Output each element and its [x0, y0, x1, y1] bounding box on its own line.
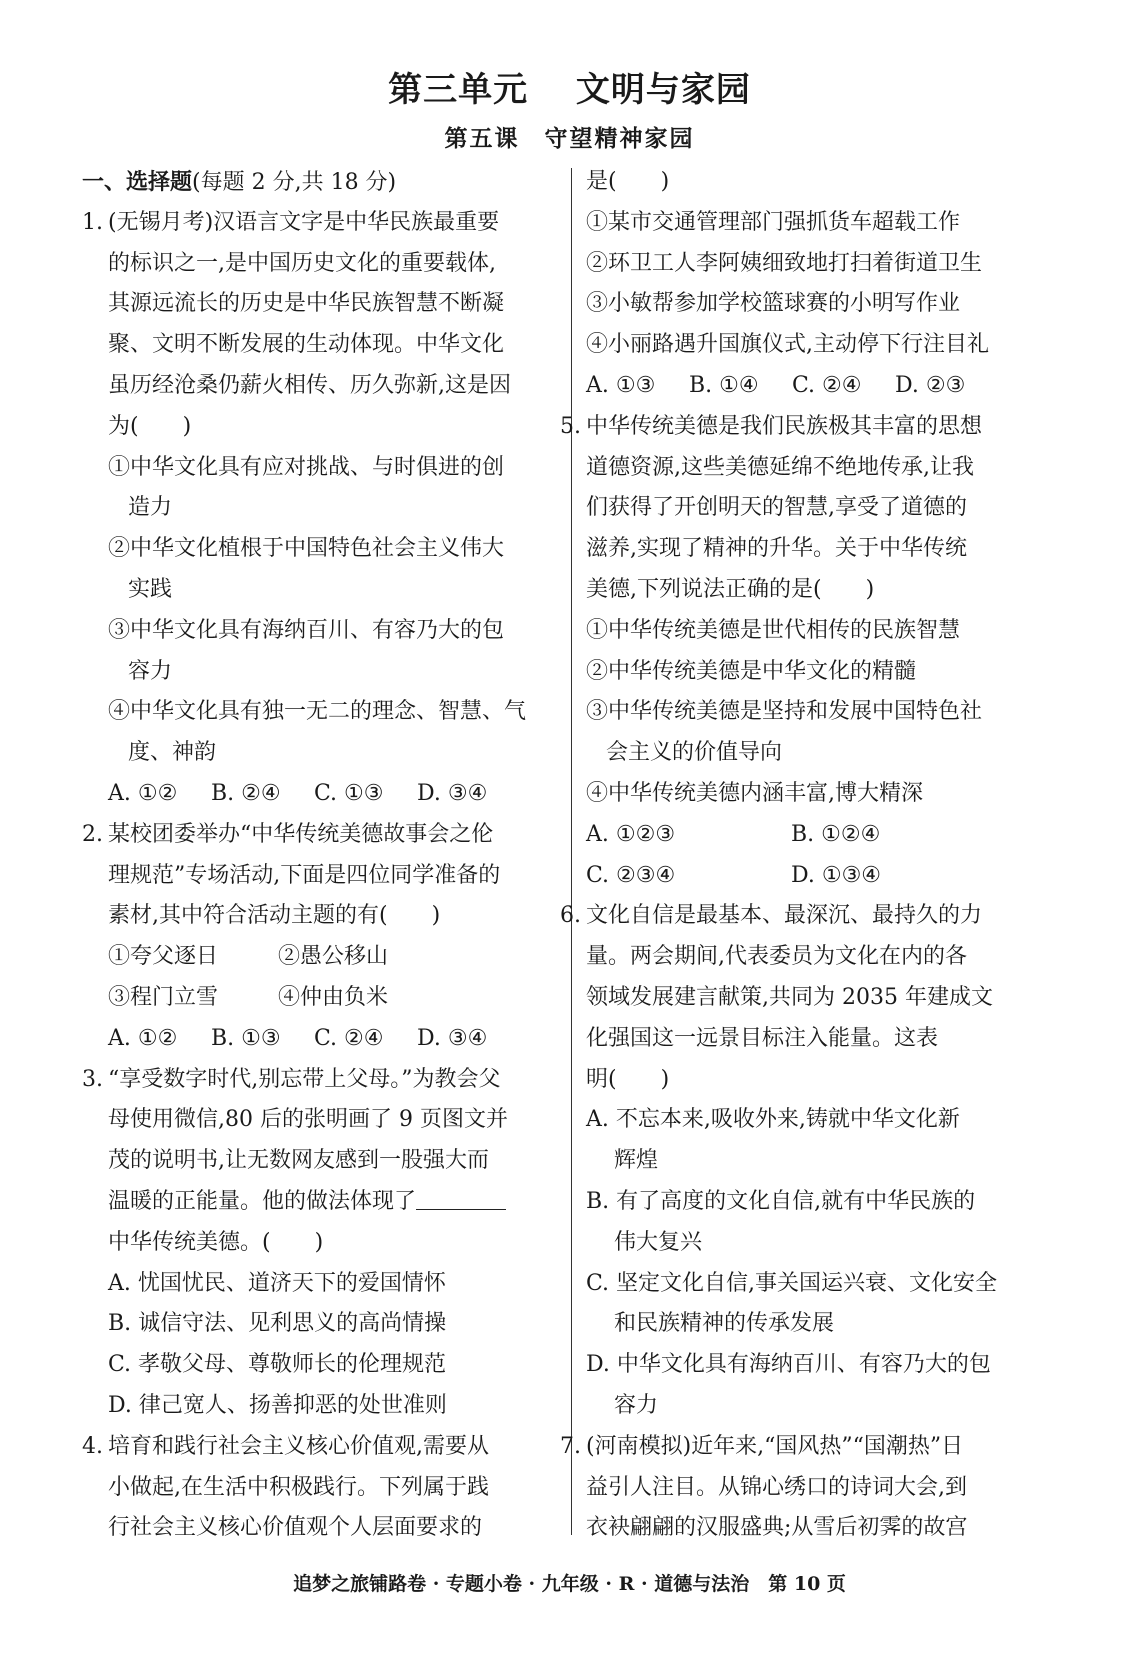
- statement-item: ①中华文化具有应对挑战、与时俱进的创: [108, 454, 505, 480]
- question-number: 4.: [82, 1433, 103, 1459]
- statement-row: [108, 937, 560, 978]
- question-stem-line: 的标识之一,是中国历史文化的重要载体,: [108, 250, 496, 276]
- question-stem-line: 文化自信是最基本、最深沉、最持久的力: [586, 903, 983, 929]
- question-2: [82, 815, 560, 1060]
- statement-item: ②中华文化植根于中国特色社会主义伟大: [108, 536, 505, 562]
- statement-item: ①某市交通管理部门强抓货车超载工作: [586, 209, 961, 235]
- question-number: 6.: [560, 903, 581, 929]
- lesson-title: 第五课 守望精神家园: [444, 125, 695, 152]
- option-a[interactable]: A. 不忘本来,吸收外来,铸就中华文化新: [586, 1107, 960, 1133]
- question-5: [560, 407, 1066, 897]
- question-3: [82, 1060, 560, 1427]
- statement-item-cont: 实践: [128, 576, 173, 602]
- statement-item: ②中华传统美德是中华文化的精髓: [586, 658, 917, 684]
- statement-item: ②愚公移山: [278, 944, 389, 970]
- unit-title: 第三单元 文明与家园: [388, 70, 751, 110]
- statement-item: ④小丽路遇升国旗仪式,主动停下行注目礼: [586, 332, 989, 358]
- question-stem-line: 美德,下列说法正确的是( ): [586, 576, 875, 602]
- question-stem-line: 母使用微信,80 后的张明画了 9 页图文并: [108, 1107, 508, 1133]
- question-7: [560, 1427, 1066, 1549]
- statement-item: ④仲由负米: [278, 984, 389, 1010]
- option-c[interactable]: C. ②③④: [586, 862, 676, 888]
- section-heading: [82, 162, 560, 203]
- option-a-cont: 辉煌: [614, 1148, 659, 1174]
- question-stem-line: 化强国这一远景目标注入能量。这表: [586, 1025, 939, 1051]
- option-d[interactable]: D. ③④: [417, 1025, 488, 1051]
- option-d[interactable]: D. 中华文化具有海纳百川、有容乃大的包: [586, 1352, 991, 1378]
- section-note: (每题 2 分,共 18 分): [192, 170, 397, 195]
- option-a[interactable]: A. ①③: [586, 372, 656, 398]
- answer-options: [108, 1019, 560, 1060]
- option-c[interactable]: C. ②④: [314, 1025, 384, 1051]
- option-d-cont: 容力: [614, 1392, 659, 1418]
- question-stem-line: 中华传统美德是我们民族极其丰富的思想: [586, 413, 983, 439]
- question-stem-line: 聚、文明不断发展的生动体现。中华文化: [108, 332, 505, 358]
- question-number: 1.: [82, 209, 103, 235]
- statement-item: ③小敏帮参加学校篮球赛的小明写作业: [586, 291, 961, 317]
- option-a[interactable]: A. ①②③: [586, 821, 676, 847]
- question-4-continued: [586, 162, 1066, 407]
- option-c[interactable]: C. 坚定文化自信,事关国运兴衰、文化安全: [586, 1270, 998, 1296]
- question-number: 5.: [560, 413, 581, 439]
- statement-item-cont: 容力: [128, 658, 173, 684]
- option-d[interactable]: D. 律己宽人、扬善抑恶的处世准则: [108, 1392, 447, 1418]
- statement-item: ④中华文化具有独一无二的理念、智慧、气: [108, 699, 527, 725]
- option-b-cont: 伟大复兴: [614, 1229, 703, 1255]
- option-b[interactable]: B. ①③: [211, 1025, 281, 1051]
- question-stem-line: 领域发展建言献策,共同为 2035 年建成文: [586, 984, 993, 1010]
- question-stem-line: 们获得了开创明天的智慧,享受了道德的: [586, 495, 967, 521]
- statement-item: ①中华传统美德是世代相传的民族智慧: [586, 617, 961, 643]
- statement-item-cont: 会主义的价值导向: [606, 740, 783, 766]
- question-stem-line: 为( ): [108, 413, 192, 439]
- question-stem-line: 茂的说明书,让无数网友感到一股强大而: [108, 1148, 489, 1174]
- question-stem-line: 中华传统美德。( ): [108, 1229, 324, 1255]
- option-a[interactable]: A. ①②: [108, 1025, 178, 1051]
- answer-options: [586, 366, 1066, 407]
- option-d[interactable]: D. ③④: [417, 780, 488, 806]
- statement-item: ①夸父逐日: [108, 944, 219, 970]
- question-stem-line: (无锡月考)汉语言文字是中华民族最重要: [108, 209, 500, 235]
- question-stem-line: 虽历经沧桑仍薪火相传、历久弥新,这是因: [108, 372, 511, 398]
- answer-options: [108, 774, 560, 815]
- answer-options: [586, 856, 1066, 897]
- statement-item: ④中华传统美德内涵丰富,博大精深: [586, 780, 923, 806]
- left-column: [82, 162, 560, 1549]
- option-b[interactable]: B. ①②④: [791, 821, 881, 847]
- question-stem-line: 道德资源,这些美德延绵不绝地传承,让我: [586, 454, 974, 480]
- statement-row: [108, 978, 560, 1019]
- question-stem-line: 量。两会期间,代表委员为文化在内的各: [586, 944, 967, 970]
- option-c[interactable]: C. 孝敬父母、尊敬师长的伦理规范: [108, 1352, 447, 1378]
- fill-blank[interactable]: [416, 1185, 506, 1210]
- question-stem-line: 行社会主义核心价值观个人层面要求的: [108, 1515, 483, 1541]
- statement-item-cont: 度、神韵: [128, 740, 217, 766]
- question-stem-line: (河南模拟)近年来,“国风热”“国潮热”日: [586, 1433, 964, 1459]
- statement-item: ③中华文化具有海纳百川、有容乃大的包: [108, 617, 505, 643]
- option-c[interactable]: C. ②④: [792, 372, 862, 398]
- question-stem-line: 理规范”专场活动,下面是四位同学准备的: [108, 862, 501, 888]
- option-c-cont: 和民族精神的传承发展: [614, 1311, 835, 1337]
- question-stem-line: 是( ): [586, 169, 670, 194]
- section-label: 一、选择题: [82, 169, 193, 195]
- question-stem-line: 衣袂翩翩的汉服盛典;从雪后初霁的故宫: [586, 1515, 968, 1541]
- option-d[interactable]: D. ②③: [895, 372, 966, 398]
- option-b[interactable]: B. ②④: [211, 780, 281, 806]
- question-stem-line: 明( ): [586, 1066, 670, 1092]
- question-stem-line: [108, 1182, 560, 1223]
- question-stem-line: 小做起,在生活中积极践行。下列属于践: [108, 1474, 489, 1500]
- option-b[interactable]: B. 诚信守法、见利思义的高尚情操: [108, 1311, 447, 1337]
- right-column: [560, 162, 1066, 1549]
- question-1: [82, 203, 560, 815]
- question-stem-line: 素材,其中符合活动主题的有( ): [108, 903, 441, 929]
- statement-item-cont: 造力: [128, 495, 173, 521]
- option-c[interactable]: C. ①③: [314, 780, 384, 806]
- question-stem-line: 滋养,实现了精神的升华。关于中华传统: [586, 536, 967, 562]
- option-b[interactable]: B. ①④: [689, 372, 759, 398]
- question-number: 2.: [82, 821, 103, 847]
- statement-item: ③中华传统美德是坚持和发展中国特色社: [586, 699, 983, 725]
- question-stem-line: 某校团委举办“中华传统美德故事会之伦: [108, 821, 494, 847]
- question-stem-line: 其源远流长的历史是中华民族智慧不断凝: [108, 291, 505, 317]
- question-stem-line: “享受数字时代,别忘带上父母。”为教会父: [108, 1066, 501, 1092]
- question-stem-line: 培育和践行社会主义核心价值观,需要从: [108, 1433, 489, 1459]
- question-stem-line: 益引人注目。从锦心绣口的诗词大会,到: [586, 1474, 967, 1500]
- page-footer: 追梦之旅铺路卷 · 专题小卷 · 九年级 · R · 道德与法治 第 10 页: [293, 1573, 846, 1595]
- option-b[interactable]: B. 有了高度的文化自信,就有中华民族的: [586, 1188, 976, 1214]
- option-a[interactable]: A. 忧国忧民、道济天下的爱国情怀: [108, 1270, 446, 1296]
- option-d[interactable]: D. ①③④: [791, 862, 882, 888]
- question-number: 7.: [560, 1433, 581, 1459]
- statement-item: ③程门立雪: [108, 984, 219, 1010]
- question-4: [82, 1427, 560, 1549]
- option-a[interactable]: A. ①②: [108, 780, 178, 806]
- question-6: [560, 896, 1066, 1426]
- statement-item: ②环卫工人李阿姨细致地打扫着街道卫生: [586, 250, 983, 276]
- answer-options: [586, 815, 1066, 856]
- question-number: 3.: [82, 1066, 103, 1092]
- stem-text: 温暖的正能量。他的做法体现了: [108, 1188, 417, 1214]
